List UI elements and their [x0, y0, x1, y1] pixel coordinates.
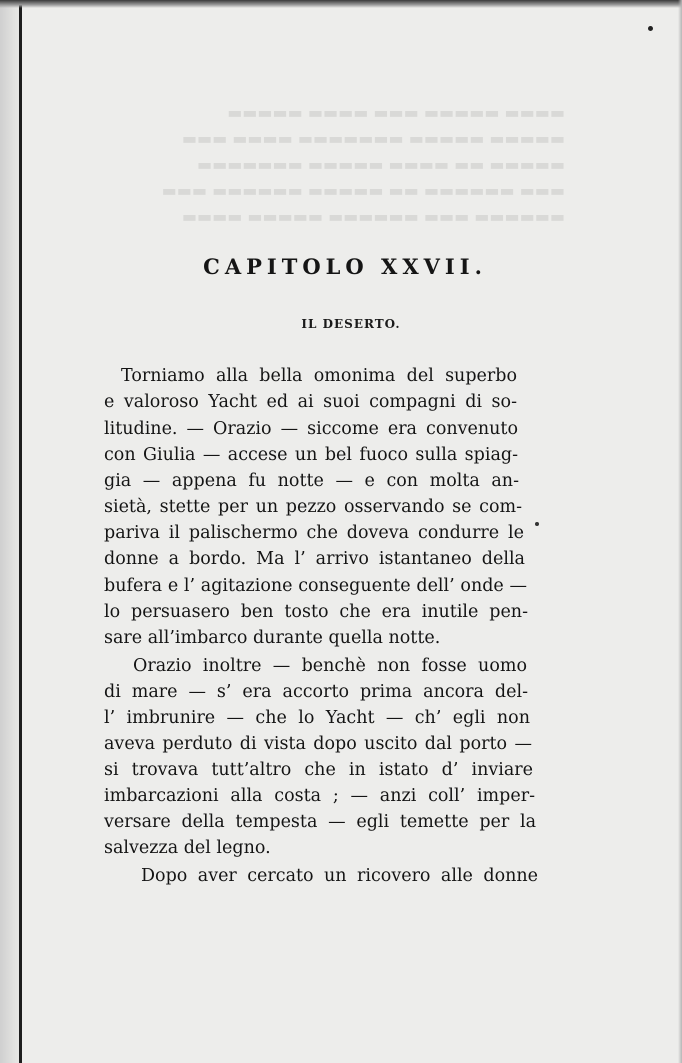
right-edge-shadow [678, 0, 682, 1063]
section-title: IL DESERTO. [301, 317, 401, 331]
text-line: pariva il palischermo che doveva condurre le [104, 523, 524, 543]
text-line: imbarcazioni alla costa ; — anzi coll’ imper- [104, 786, 535, 806]
ink-speck [648, 26, 653, 31]
gutter-shadow [0, 0, 20, 1063]
ink-speck [535, 522, 539, 526]
show-through-text: ▬▬▬▬ ▬▬▬▬▬ ▬▬▬ ▬▬▬▬ ▬▬▬▬▬ ▬▬▬▬▬ ▬▬▬▬▬ ▬▬▬▬▬▬▬ ▬▬▬▬ ▬▬▬ ▬▬▬▬▬ ▬▬ ▬▬▬▬ ▬▬▬▬▬ ▬▬▬▬▬▬▬ ▬▬▬ ▬▬▬▬▬▬ ▬▬ ▬▬▬▬▬ ▬▬▬▬▬▬ ▬▬▬ ▬▬▬▬▬▬ ▬▬▬ ▬▬▬▬▬▬ ▬▬▬▬▬ ▬▬▬▬ [161, 103, 565, 226]
chapter-title: CAPITOLO XXVII. [203, 254, 487, 279]
text-line: sietà, stette per un pezzo osservando se com- [104, 497, 522, 517]
text-line: donne a bordo. Ma l’ arrivo istantaneo della [104, 549, 525, 569]
text-line: litudine. — Orazio — siccome era convenuto [104, 419, 518, 439]
text-line: bufera e l’ agitazione conseguente dell’ onde — [104, 576, 527, 596]
text-line: Torniamo alla bella omonima del superbo [121, 366, 517, 386]
text-line: salvezza del legno. [104, 838, 271, 858]
text-line: Dopo aver cercato un ricovero alle donne [141, 866, 538, 886]
text-line: versare della tempesta — egli temette per la [104, 812, 536, 832]
text-line: di mare — s’ era accorto prima ancora del- [104, 682, 528, 702]
text-line: e valoroso Yacht ed ai suoi compagni di so- [104, 392, 517, 412]
text-line: sare all’imbarco durante quella notte. [104, 628, 441, 648]
text-line: lo persuasero ben tosto che era inutile pen- [104, 602, 528, 622]
text-line: aveva perduto di vista dopo uscito dal porto — [104, 734, 532, 754]
binding-edge [19, 0, 22, 1063]
text-line: Orazio inoltre — benchè non fosse uomo [133, 656, 527, 676]
text-line: si trovava tutt’altro che in istato d’ inviare [104, 760, 533, 780]
top-edge-shadow [0, 0, 682, 8]
text-line: con Giulia — accese un bel fuoco sulla spiag- [104, 445, 518, 465]
text-line: gia — appena fu notte — e con molta an- [104, 471, 519, 491]
text-line: l’ imbrunire — che lo Yacht — ch’ egli non [104, 708, 530, 728]
